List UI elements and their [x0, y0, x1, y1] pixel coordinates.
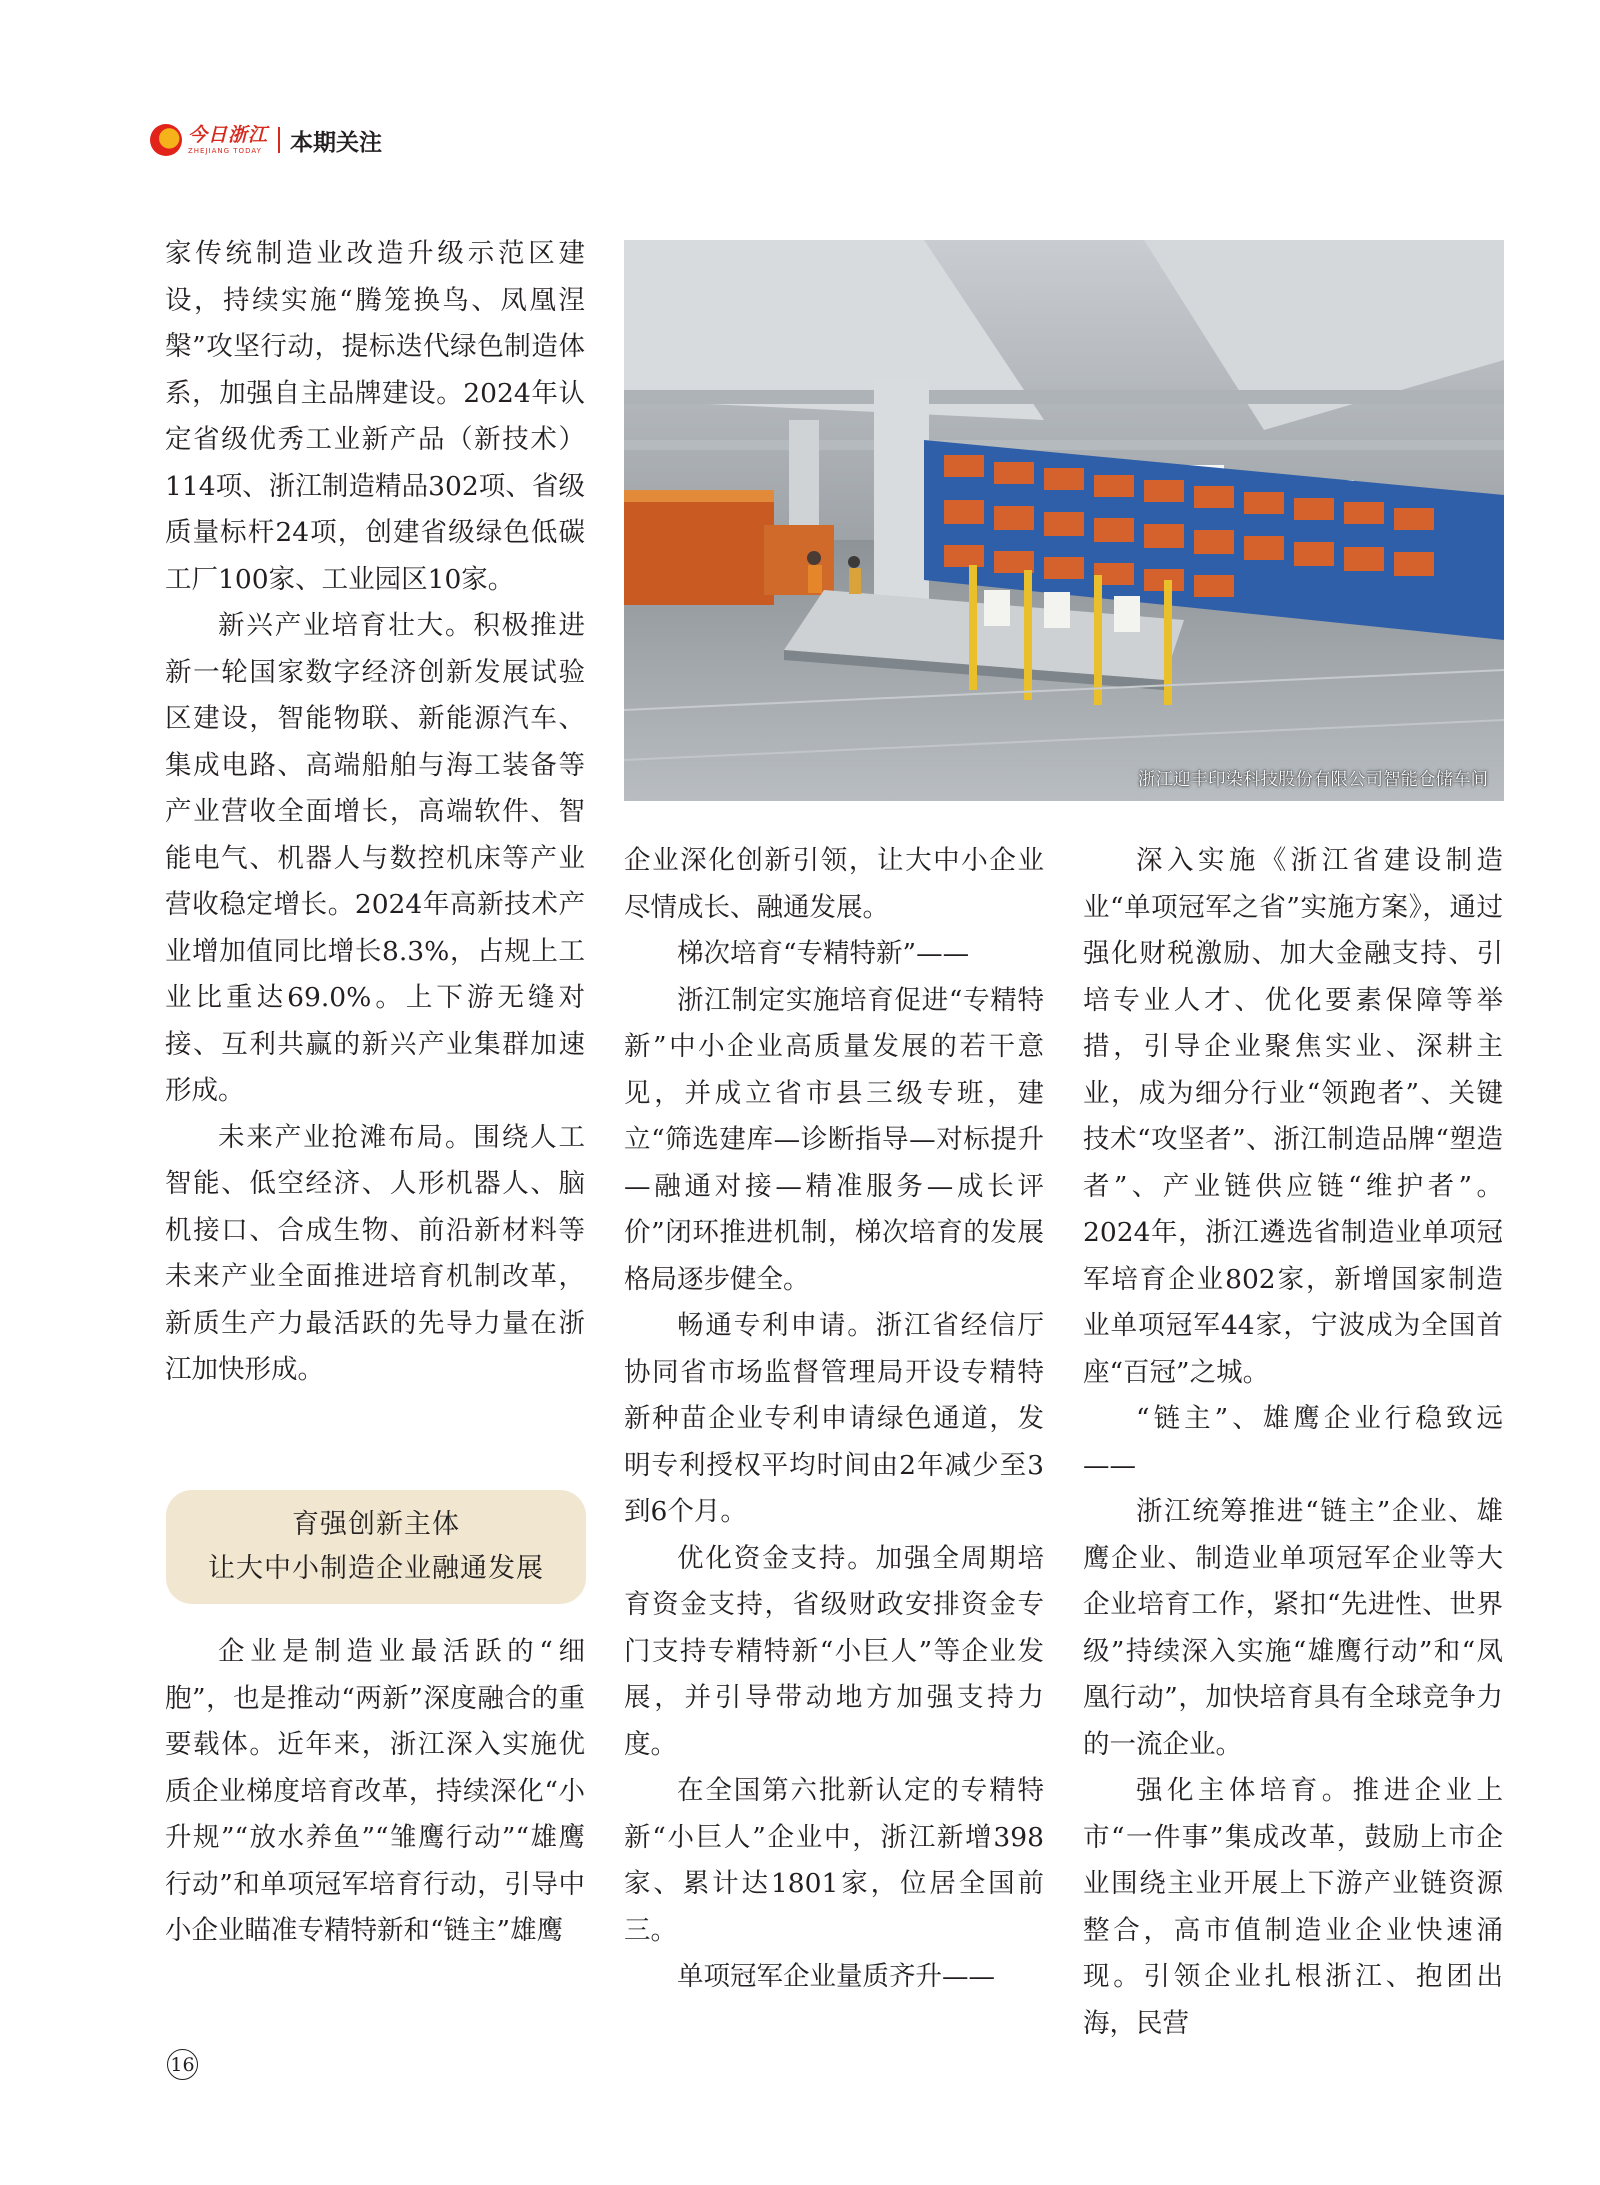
paragraph: 未来产业抢滩布局。围绕人工智能、低空经济、人形机器人、脑机接口、合成生物、前沿新材料等未来产业全面推进培育机制改革，新质生产力最活跃的先导力量在浙江加快形成。 [165, 1121, 585, 1385]
page-number: 16 [167, 2049, 198, 2080]
section-heading-box [166, 1490, 586, 1604]
sun-logo-icon [150, 124, 182, 156]
paragraph: 浙江统筹推进“链主”企业、雄鹰企业、制造业单项冠军企业等大企业培育工作，紧扣“先进性、世界级”持续深入实施“雄鹰行动”和“凤凰行动”，加快培育具有全球竞争力的一流企业。 [1083, 1496, 1503, 1760]
paragraph: 在全国第六批新认定的专精特新“小巨人”企业中，浙江新增398家、累计达1801家，位居全国前三。 [624, 1775, 1044, 1946]
subheading: 梯次培育“专精特新”—— [677, 938, 970, 969]
paragraph: 强化主体培育。推进企业上市“一件事”集成改革，鼓励上市企业围绕主业开展上下游产业链资源整合，高市值制造业企业快速涌现。引领企业扎根浙江、抱团出海，民营 [1083, 1775, 1503, 2039]
column-2 [624, 838, 1044, 2001]
paragraph: 深入实施《浙江省建设制造业“单项冠军之省”实施方案》，通过强化财税激励、加大金融支持、引培专业人才、优化要素保障等举措，引导企业聚焦实业、深耕主业，成为细分行业“领跑者”、关键技术“攻坚者”、浙江制造品牌“塑造者”、产业链供应链“维护者”。2024年，浙江遴选省制造业单项冠军培育企业802家，新增国家制造业单项冠军44家，宁波成为全国首座“百冠”之城。 [1083, 845, 1503, 1388]
paragraph: 畅通专利申请。浙江省经信厅协同省市场监督管理局开设专精特新种苗企业专利申请绿色通道，发明专利授权平均时间由2年减少至3到6个月。 [624, 1310, 1044, 1527]
column-1-bottom [165, 1629, 585, 1955]
page-header [150, 116, 382, 164]
warehouse-illustration [624, 240, 1504, 801]
logo-english-text: ZHEJIANG TODAY [188, 146, 262, 155]
column-3 [1083, 838, 1503, 2047]
paragraph: 企业是制造业最活跃的“细胞”，也是推动“两新”深度融合的重要载体。近年来，浙江深入实施优质企业梯度培育改革，持续深化“小升规”“放水养鱼”“雏鹰行动”“雄鹰行动”和单项冠军培育行动，引导中小企业瞄准专精特新和“链主”雄鹰 [165, 1636, 585, 1946]
section-title: 本期关注 [290, 129, 383, 156]
subheading: “链主”、雄鹰企业行稳致远—— [1083, 1403, 1503, 1481]
section-heading-line-1: 育强创新主体 [292, 1509, 460, 1540]
photo-caption: 浙江迎丰印染科技股份有限公司智能仓储车间 [1138, 770, 1488, 790]
paragraph: 浙江制定实施培育促进“专精特新”中小企业高质量发展的若干意见，并成立省市县三级专班，建立“筛选建库—诊断指导—对标提升—融通对接—精准服务—成长评价”闭环推进机制，梯次培育的发展格局逐步健全。 [624, 984, 1044, 1295]
header-divider [278, 127, 280, 153]
column-1-top [165, 231, 585, 1394]
paragraph: 优化资金支持。加强全周期培育资金支持，省级财政安排资金专门支持专精特新“小巨人”等企业发展，并引导带动地方加强支持力度。 [624, 1542, 1044, 1760]
paragraph: 家传统制造业改造升级示范区建设，持续实施“腾笼换鸟、凤凰涅槃”攻坚行动，提标迭代绿色制造体系，加强自主品牌建设。2024年认定省级优秀工业新产品（新技术）114项、浙江制造精品302项、省级质量标杆24项，创建省级绿色低碳工厂100家、工业园区10家。 [165, 238, 585, 595]
logo-chinese-text: 今日浙江 [188, 123, 269, 146]
magazine-logo [150, 124, 268, 156]
paragraph: 新兴产业培育壮大。积极推进新一轮国家数字经济创新发展试验区建设，智能物联、新能源汽车、集成电路、高端船舶与海工装备等产业营收全面增长，高端软件、智能电气、机器人与数控机床等产业营收稳定增长。2024年高新技术产业增加值同比增长8.3%，占规上工业比重达69.0%。上下游无缝对接、互利共赢的新兴产业集群加速形成。 [165, 610, 585, 1106]
paragraph: 企业深化创新引领，让大中小企业尽情成长、融通发展。 [624, 845, 1044, 923]
section-heading-line-2: 让大中小制造企业融通发展 [208, 1553, 544, 1584]
warehouse-photo [624, 240, 1504, 801]
subheading: 单项冠军企业量质齐升—— [677, 1961, 995, 1992]
